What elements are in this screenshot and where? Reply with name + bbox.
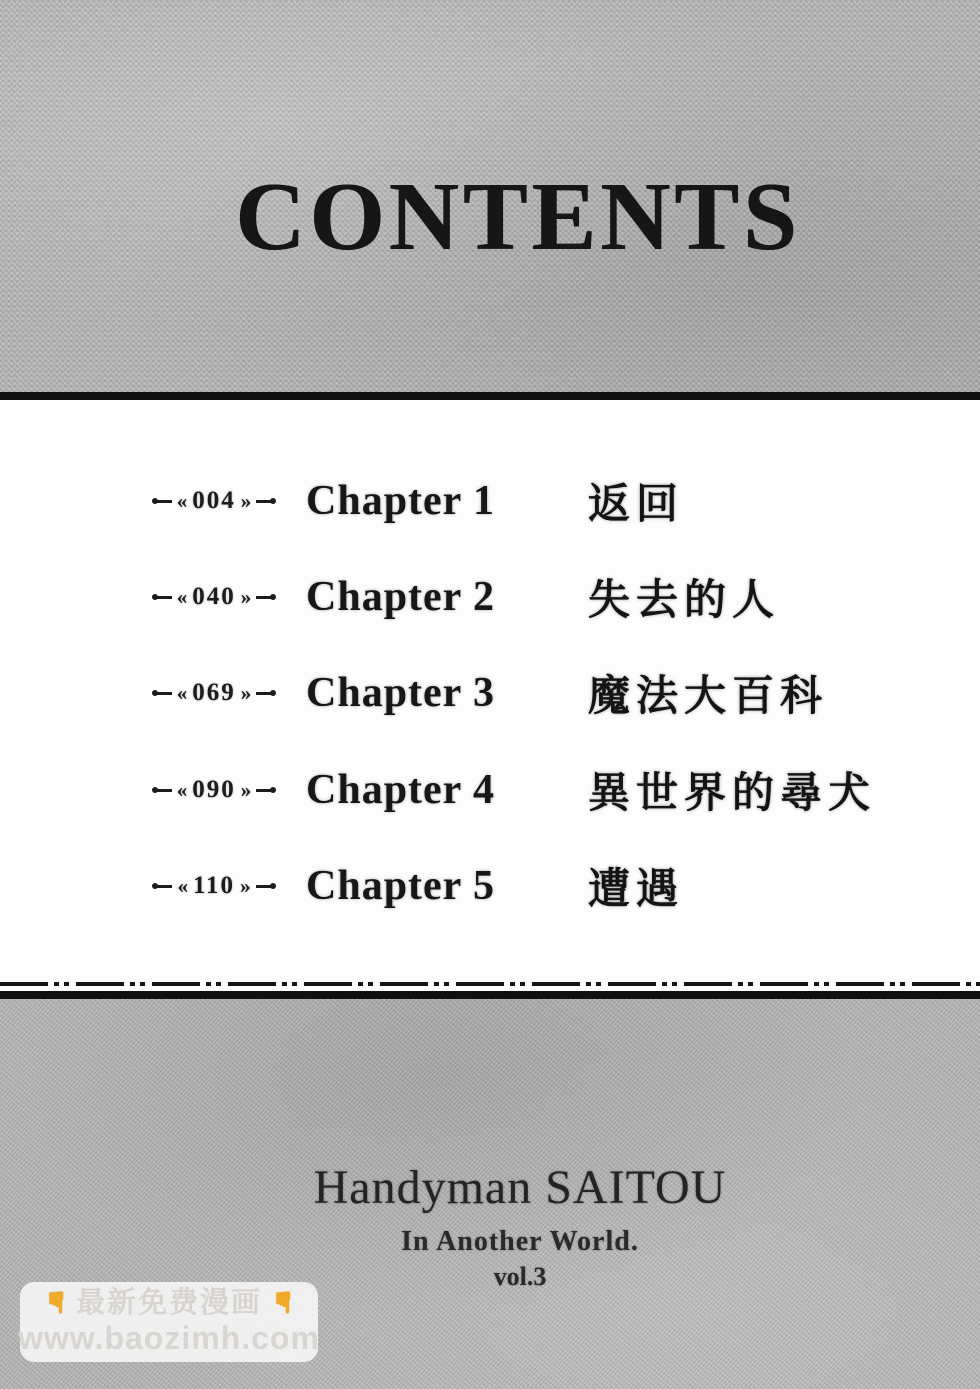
hand-pointing-down-icon: ☛ <box>264 1289 300 1319</box>
chapter-label: Chapter 1 <box>306 478 496 524</box>
watermark-text: 最新免费漫画 <box>75 1286 262 1319</box>
page-number-marker <box>150 776 278 804</box>
toc-row-chapter-5 <box>150 857 684 915</box>
page-number: 110 <box>192 872 236 899</box>
page-number: 004 <box>192 487 236 514</box>
open-guillemet: « <box>176 680 188 705</box>
chapter-subtitle: 失去的人 <box>588 578 781 624</box>
tick-dot-left-icon <box>157 500 172 503</box>
toc-section <box>0 400 980 999</box>
open-guillemet: « <box>177 873 188 898</box>
tick-dot-left-icon <box>157 596 172 599</box>
chapter-subtitle: 遭遇 <box>588 867 685 913</box>
watermark-card <box>20 1282 318 1362</box>
toc-row-chapter-2 <box>150 568 780 626</box>
tick-dot-right-icon <box>256 885 271 888</box>
chapter-label: Chapter 3 <box>306 670 496 716</box>
page-number-marker <box>150 583 278 611</box>
chapter-label: Chapter 2 <box>306 574 496 620</box>
tick-dot-left-icon <box>157 692 172 695</box>
page-number-marker <box>150 872 278 900</box>
hand-pointing-down-icon: ☛ <box>38 1289 74 1319</box>
volume-label: vol.3 <box>493 1262 547 1291</box>
page-number: 040 <box>192 583 236 610</box>
open-guillemet: « <box>176 488 188 513</box>
close-guillemet: » <box>240 488 252 513</box>
page-title: CONTENTS <box>235 163 801 270</box>
tick-dot-right-icon <box>256 692 271 695</box>
series-subtitle: In Another World. <box>401 1226 639 1257</box>
page-number: 069 <box>192 679 236 706</box>
tick-dot-right-icon <box>256 500 271 503</box>
chapter-subtitle: 異世界的尋犬 <box>588 771 877 817</box>
page-number: 090 <box>192 776 236 803</box>
toc-row-chapter-3 <box>150 664 828 722</box>
toc-row-chapter-4 <box>150 761 876 819</box>
watermark-url: www.baozimh.com <box>18 1320 320 1357</box>
close-guillemet: » <box>240 680 252 705</box>
chapter-label: Chapter 5 <box>306 863 496 909</box>
top-thick-rule <box>0 392 980 400</box>
tick-dot-left-icon <box>157 885 172 888</box>
series-title: Handyman SAITOU <box>313 1161 727 1214</box>
tick-dot-right-icon <box>256 789 271 792</box>
chapter-label: Chapter 4 <box>306 767 496 813</box>
open-guillemet: « <box>176 777 188 802</box>
bottom-thick-rule <box>0 991 980 999</box>
close-guillemet: » <box>240 777 252 802</box>
close-guillemet: » <box>240 873 251 898</box>
tick-dot-left-icon <box>157 789 172 792</box>
page-number-marker <box>150 487 278 515</box>
page-number-marker <box>150 679 278 707</box>
toc-row-chapter-1 <box>150 472 684 530</box>
close-guillemet: » <box>240 584 252 609</box>
bottom-dash-dot-rule <box>0 982 980 986</box>
watermark-text-row <box>38 1286 300 1320</box>
open-guillemet: « <box>176 584 188 609</box>
tick-dot-right-icon <box>256 596 271 599</box>
chapter-subtitle: 返回 <box>588 482 685 528</box>
chapter-subtitle: 魔法大百科 <box>588 674 829 720</box>
